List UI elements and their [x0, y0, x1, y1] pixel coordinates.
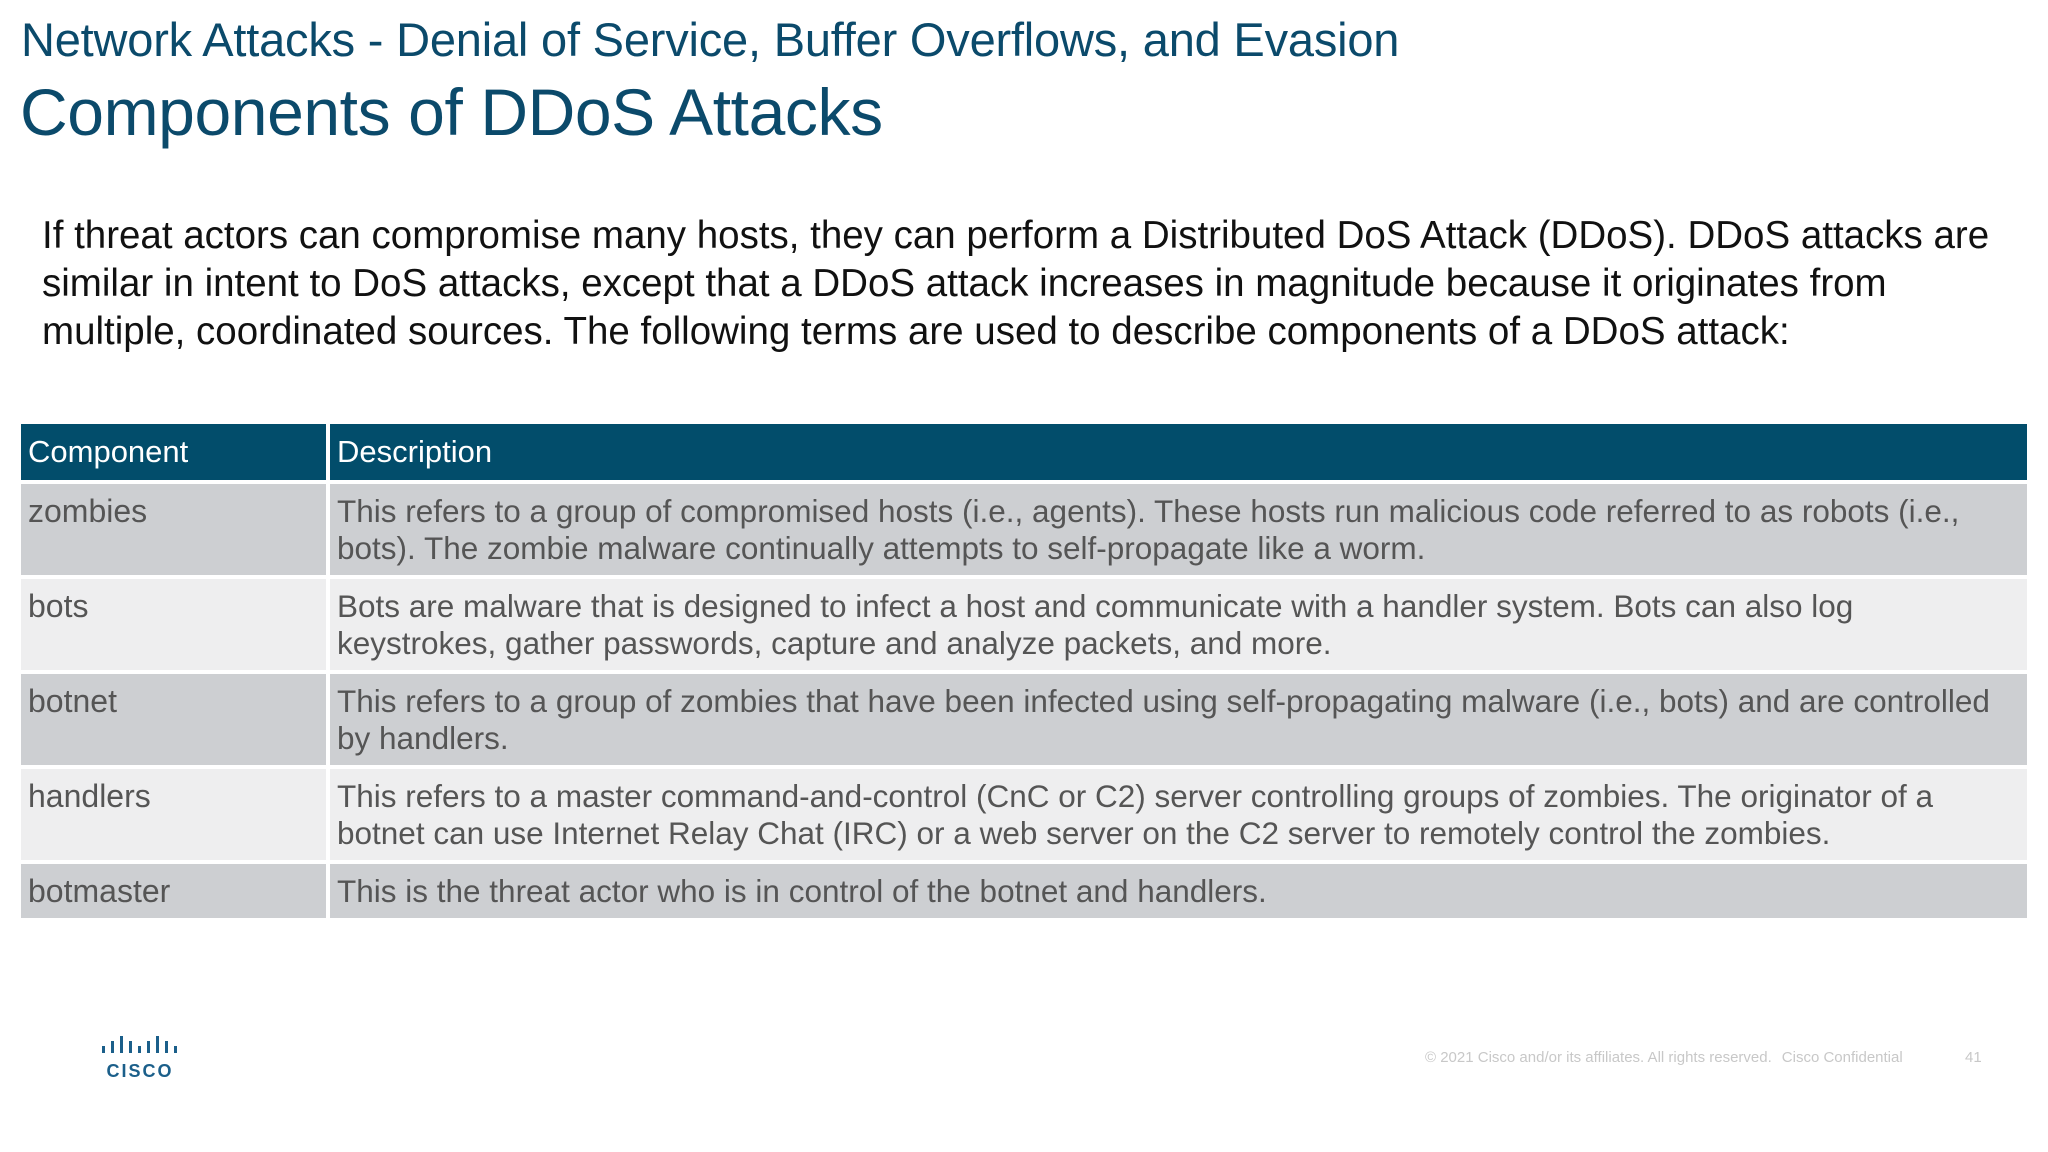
copyright-text: © 2021 Cisco and/or its affiliates. All rights reserved.: [1425, 1049, 1772, 1066]
table-row: [21, 484, 2027, 575]
table-row: [21, 864, 2027, 918]
description-cell: Bots are malware that is designed to infect a host and communicate with a handler system. Bots can also log keystrokes, gather passwords, capture and analyze packets, and more.: [330, 579, 2027, 670]
confidential-text: Cisco Confidential: [1781, 1049, 1903, 1066]
description-cell: This refers to a group of compromised hosts (i.e., agents). These hosts run malicious code referred to as robots (i.e., bots). The zombie malware continually attempts to self-propagate like a worm.: [330, 484, 2027, 575]
component-cell: bots: [21, 579, 326, 670]
component-cell: zombies: [21, 484, 326, 575]
intro-line: similar in intent to DoS attacks, except that a DDoS attack increases in magnitude because it originates from: [42, 262, 1887, 305]
table-row: [21, 579, 2027, 670]
component-cell: handlers: [21, 769, 326, 860]
intro-line: If threat actors can compromise many hosts, they can perform a Distributed DoS Attack (DDoS). DDoS attacks are: [42, 214, 1990, 257]
description-cell: This refers to a master command-and-control (CnC or C2) server controlling groups of zombies. The originator of a botnet can use Internet Relay Chat (IRC) or a web server on the C2 server to remotely control the zombies.: [330, 769, 2027, 860]
cisco-logo-text: CISCO: [106, 1061, 174, 1081]
page-number: 41: [1965, 1049, 1982, 1066]
footer-copyright: [1425, 1049, 1903, 1066]
cisco-logo-icon: [100, 1036, 188, 1082]
table-header-row: [21, 424, 2027, 480]
header-description: Description: [330, 424, 2027, 480]
table-row: [21, 769, 2027, 860]
slide-title: Components of DDoS Attacks: [20, 75, 883, 149]
component-cell: botmaster: [21, 864, 326, 918]
intro-line: multiple, coordinated sources. The following terms are used to describe components of a DDoS attack:: [42, 310, 1790, 353]
intro-paragraph: [42, 212, 2048, 356]
table-row: [21, 674, 2027, 765]
components-table: [17, 420, 2031, 922]
component-cell: botnet: [21, 674, 326, 765]
description-cell: This refers to a group of zombies that have been infected using self-propagating malware (i.e., bots) and are controlled by handlers.: [330, 674, 2027, 765]
description-cell: This is the threat actor who is in control of the botnet and handlers.: [330, 864, 2027, 918]
section-title: Network Attacks - Denial of Service, Buffer Overflows, and Evasion: [21, 13, 1400, 66]
header-component: Component: [21, 424, 326, 480]
